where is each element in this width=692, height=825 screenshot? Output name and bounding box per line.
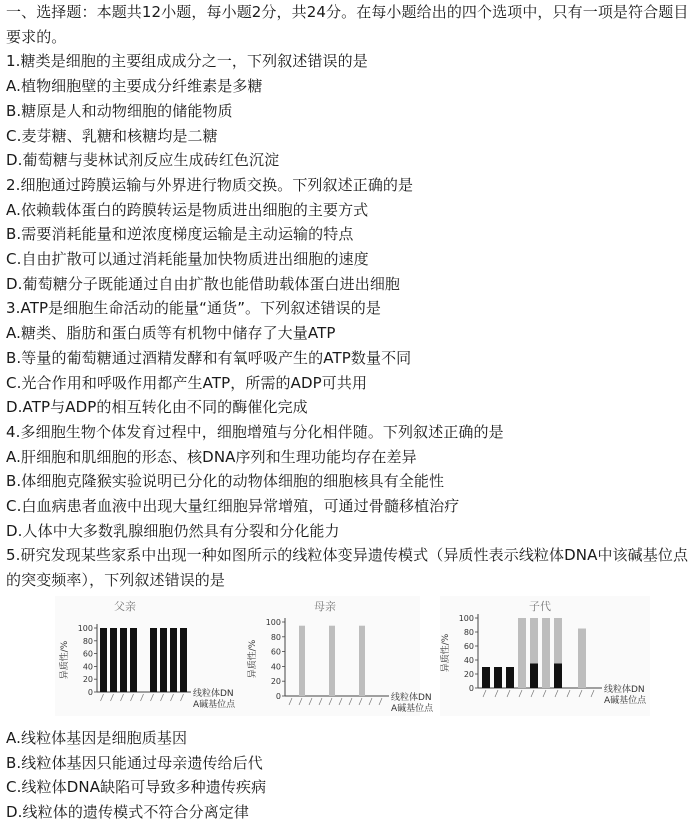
bar [530, 664, 538, 689]
y-tick-label: 40 [463, 656, 474, 665]
x-tick [309, 698, 312, 705]
bar [554, 618, 562, 664]
y-tick-label: 80 [463, 628, 474, 637]
bar [554, 664, 562, 689]
y-tick-label: 20 [463, 670, 474, 679]
x-tick [483, 690, 486, 697]
x-tick [379, 698, 382, 705]
x-tick [319, 698, 322, 705]
x-tick [519, 690, 522, 697]
y-tick-label: 0 [275, 692, 281, 701]
option: C.线粒体DNA缺陷可导致多种遗传疾病 [6, 778, 267, 797]
x-tick [151, 694, 154, 701]
x-tick [543, 690, 546, 697]
option: B.等量的葡萄糖通过酒精发酵和有氧呼吸产生的ATP数量不同 [6, 348, 412, 367]
x-axis-label: 线粒体DN [604, 685, 645, 695]
inheritance-figure [0, 596, 692, 718]
chart-mother [245, 596, 434, 716]
option: A.糖类、脂肪和蛋白质等有机物中储存了大量ATP [6, 324, 336, 343]
bar [578, 629, 586, 689]
option: C.白血病患者血液中出现大量红细胞异常增殖，可通过骨髓移植治疗 [6, 497, 460, 516]
y-tick-label: 60 [82, 649, 93, 659]
x-axis-label: A碱基位点 [604, 696, 647, 706]
question-stem: 3.ATP是细胞生命活动的能量“通货”。下列叙述错误的是 [6, 299, 381, 318]
x-tick [101, 694, 104, 701]
x-tick [329, 698, 332, 705]
bar [100, 628, 107, 692]
option: A.线粒体基因是细胞质基因 [6, 729, 188, 747]
bar [180, 628, 187, 692]
exam-document [6, 0, 690, 593]
bar [170, 628, 177, 692]
option: D.人体中大多数乳腺细胞仍然具有分裂和分化能力 [6, 521, 340, 540]
bar [329, 626, 335, 696]
option: A.肝细胞和肌细胞的形态、核DNA序列和生理功能均存在差异 [6, 447, 417, 466]
option: B.体细胞克隆猴实验说明已分化的动物体细胞的细胞核具有全能性 [6, 472, 445, 491]
x-tick [111, 694, 114, 701]
option: B.糖原是人和动物细胞的储能物质 [6, 101, 233, 120]
x-tick [531, 690, 534, 697]
x-axis-label: A碱基位点 [391, 704, 434, 714]
option: D.线粒体的遗传模式不符合分离定律 [6, 803, 250, 822]
x-tick [369, 698, 372, 705]
x-tick [359, 698, 362, 705]
y-tick-label: 0 [87, 688, 93, 697]
y-tick-label: 0 [468, 684, 474, 693]
chart-offspring [440, 596, 650, 716]
chart-father-svg [55, 596, 250, 716]
bar [494, 667, 502, 688]
x-tick [339, 698, 342, 705]
question-stem: 1.糖类是细胞的主要组成成分之一，下列叙述错误的是 [6, 52, 368, 71]
option: B.线粒体基因只能通过母亲遗传给后代 [6, 753, 263, 772]
chart-mother-svg [245, 596, 434, 716]
y-tick-label: 20 [270, 677, 281, 687]
chart-title: 母亲 [314, 600, 336, 613]
x-tick [495, 690, 498, 697]
option: D.葡萄糖与斐林试剂反应生成砖红色沉淀 [6, 151, 280, 170]
bar [150, 628, 157, 692]
y-axis-label: 异质性/% [441, 633, 451, 673]
y-tick-label: 60 [463, 642, 474, 651]
bar [299, 626, 305, 696]
x-tick [121, 694, 124, 701]
question-stem: 2.细胞通过跨膜运输与外界进行物质交换。下列叙述正确的是 [6, 175, 414, 194]
option: C.麦芽糖、乳糖和核糖均是二糖 [6, 126, 218, 145]
y-tick-label: 100 [265, 618, 281, 627]
question-stem: 4.多细胞生物个体发育过程中，细胞增殖与分化相伴随。下列叙述正确的是 [6, 422, 504, 441]
x-tick [289, 698, 292, 705]
bar [359, 626, 365, 696]
option: A.依赖载体蛋白的跨膜转运是物质进出细胞的主要方式 [6, 200, 369, 219]
chart-title: 子代 [529, 600, 551, 613]
option: A.植物细胞壁的主要成分纤维素是多糖 [6, 77, 263, 96]
option: D.ATP与ADP的相互转化由不同的酶催化完成 [6, 398, 308, 417]
bar [130, 628, 137, 692]
x-tick [141, 694, 144, 701]
bar [482, 667, 490, 688]
y-tick-label: 40 [82, 662, 93, 672]
y-tick-label: 80 [270, 632, 281, 642]
y-tick-label: 60 [270, 647, 281, 657]
x-tick [507, 690, 510, 697]
y-axis-label: 异质性/% [248, 639, 258, 679]
x-axis-label: A碱基位点 [193, 700, 236, 710]
bar [542, 618, 550, 688]
question-2 [6, 173, 690, 297]
option: D.葡萄糖分子既能通过自由扩散也能借助载体蛋白进出细胞 [6, 274, 401, 293]
chart-title: 父亲 [114, 600, 136, 613]
y-tick-label: 100 [77, 624, 93, 633]
question-1 [6, 49, 690, 173]
x-tick [555, 690, 558, 697]
x-tick [567, 690, 570, 697]
y-tick-label: 20 [82, 675, 93, 685]
x-tick [131, 694, 134, 701]
question-4 [6, 420, 690, 544]
x-tick [579, 690, 582, 697]
option: B.需要消耗能量和逆浓度梯度运输是主动运输的特点 [6, 225, 354, 244]
x-tick [349, 698, 352, 705]
x-tick [299, 698, 302, 705]
x-tick [161, 694, 164, 701]
bar [530, 618, 538, 664]
y-tick-label: 100 [458, 614, 474, 623]
chart-offspring-svg [440, 596, 650, 716]
x-tick [171, 694, 174, 701]
section-heading: 一、选择题：本题共12小题，每小题2分，共24分。在每小题给出的四个选项中，只有一项是符合题目要求的。 [6, 3, 689, 46]
x-axis-label: 线粒体DN [391, 693, 432, 703]
question-5 [6, 543, 690, 592]
y-axis-label: 异质性/% [60, 640, 70, 680]
bar [506, 667, 514, 688]
question-3 [6, 296, 690, 420]
question-stem: 5.研究发现某些家系中出现一种如图所示的线粒体变异遗传模式（异质性表示线粒体DNA中该碱基位点的突变频率），下列叙述错误的是 [6, 546, 689, 590]
option: C.自由扩散可以通过消耗能量加快物质进出细胞的速度 [6, 250, 369, 269]
y-tick-label: 40 [270, 662, 281, 672]
chart-father [55, 596, 250, 716]
y-tick-label: 80 [82, 636, 93, 646]
x-axis-label: 线粒体DN [193, 689, 234, 699]
bar [518, 618, 526, 688]
bar [120, 628, 127, 692]
x-tick [181, 694, 184, 701]
bar [110, 628, 117, 692]
question-5-options [6, 726, 690, 825]
x-tick [591, 690, 594, 697]
option: C.光合作用和呼吸作用都产生ATP，所需的ADP可共用 [6, 373, 368, 392]
bar [160, 628, 167, 692]
